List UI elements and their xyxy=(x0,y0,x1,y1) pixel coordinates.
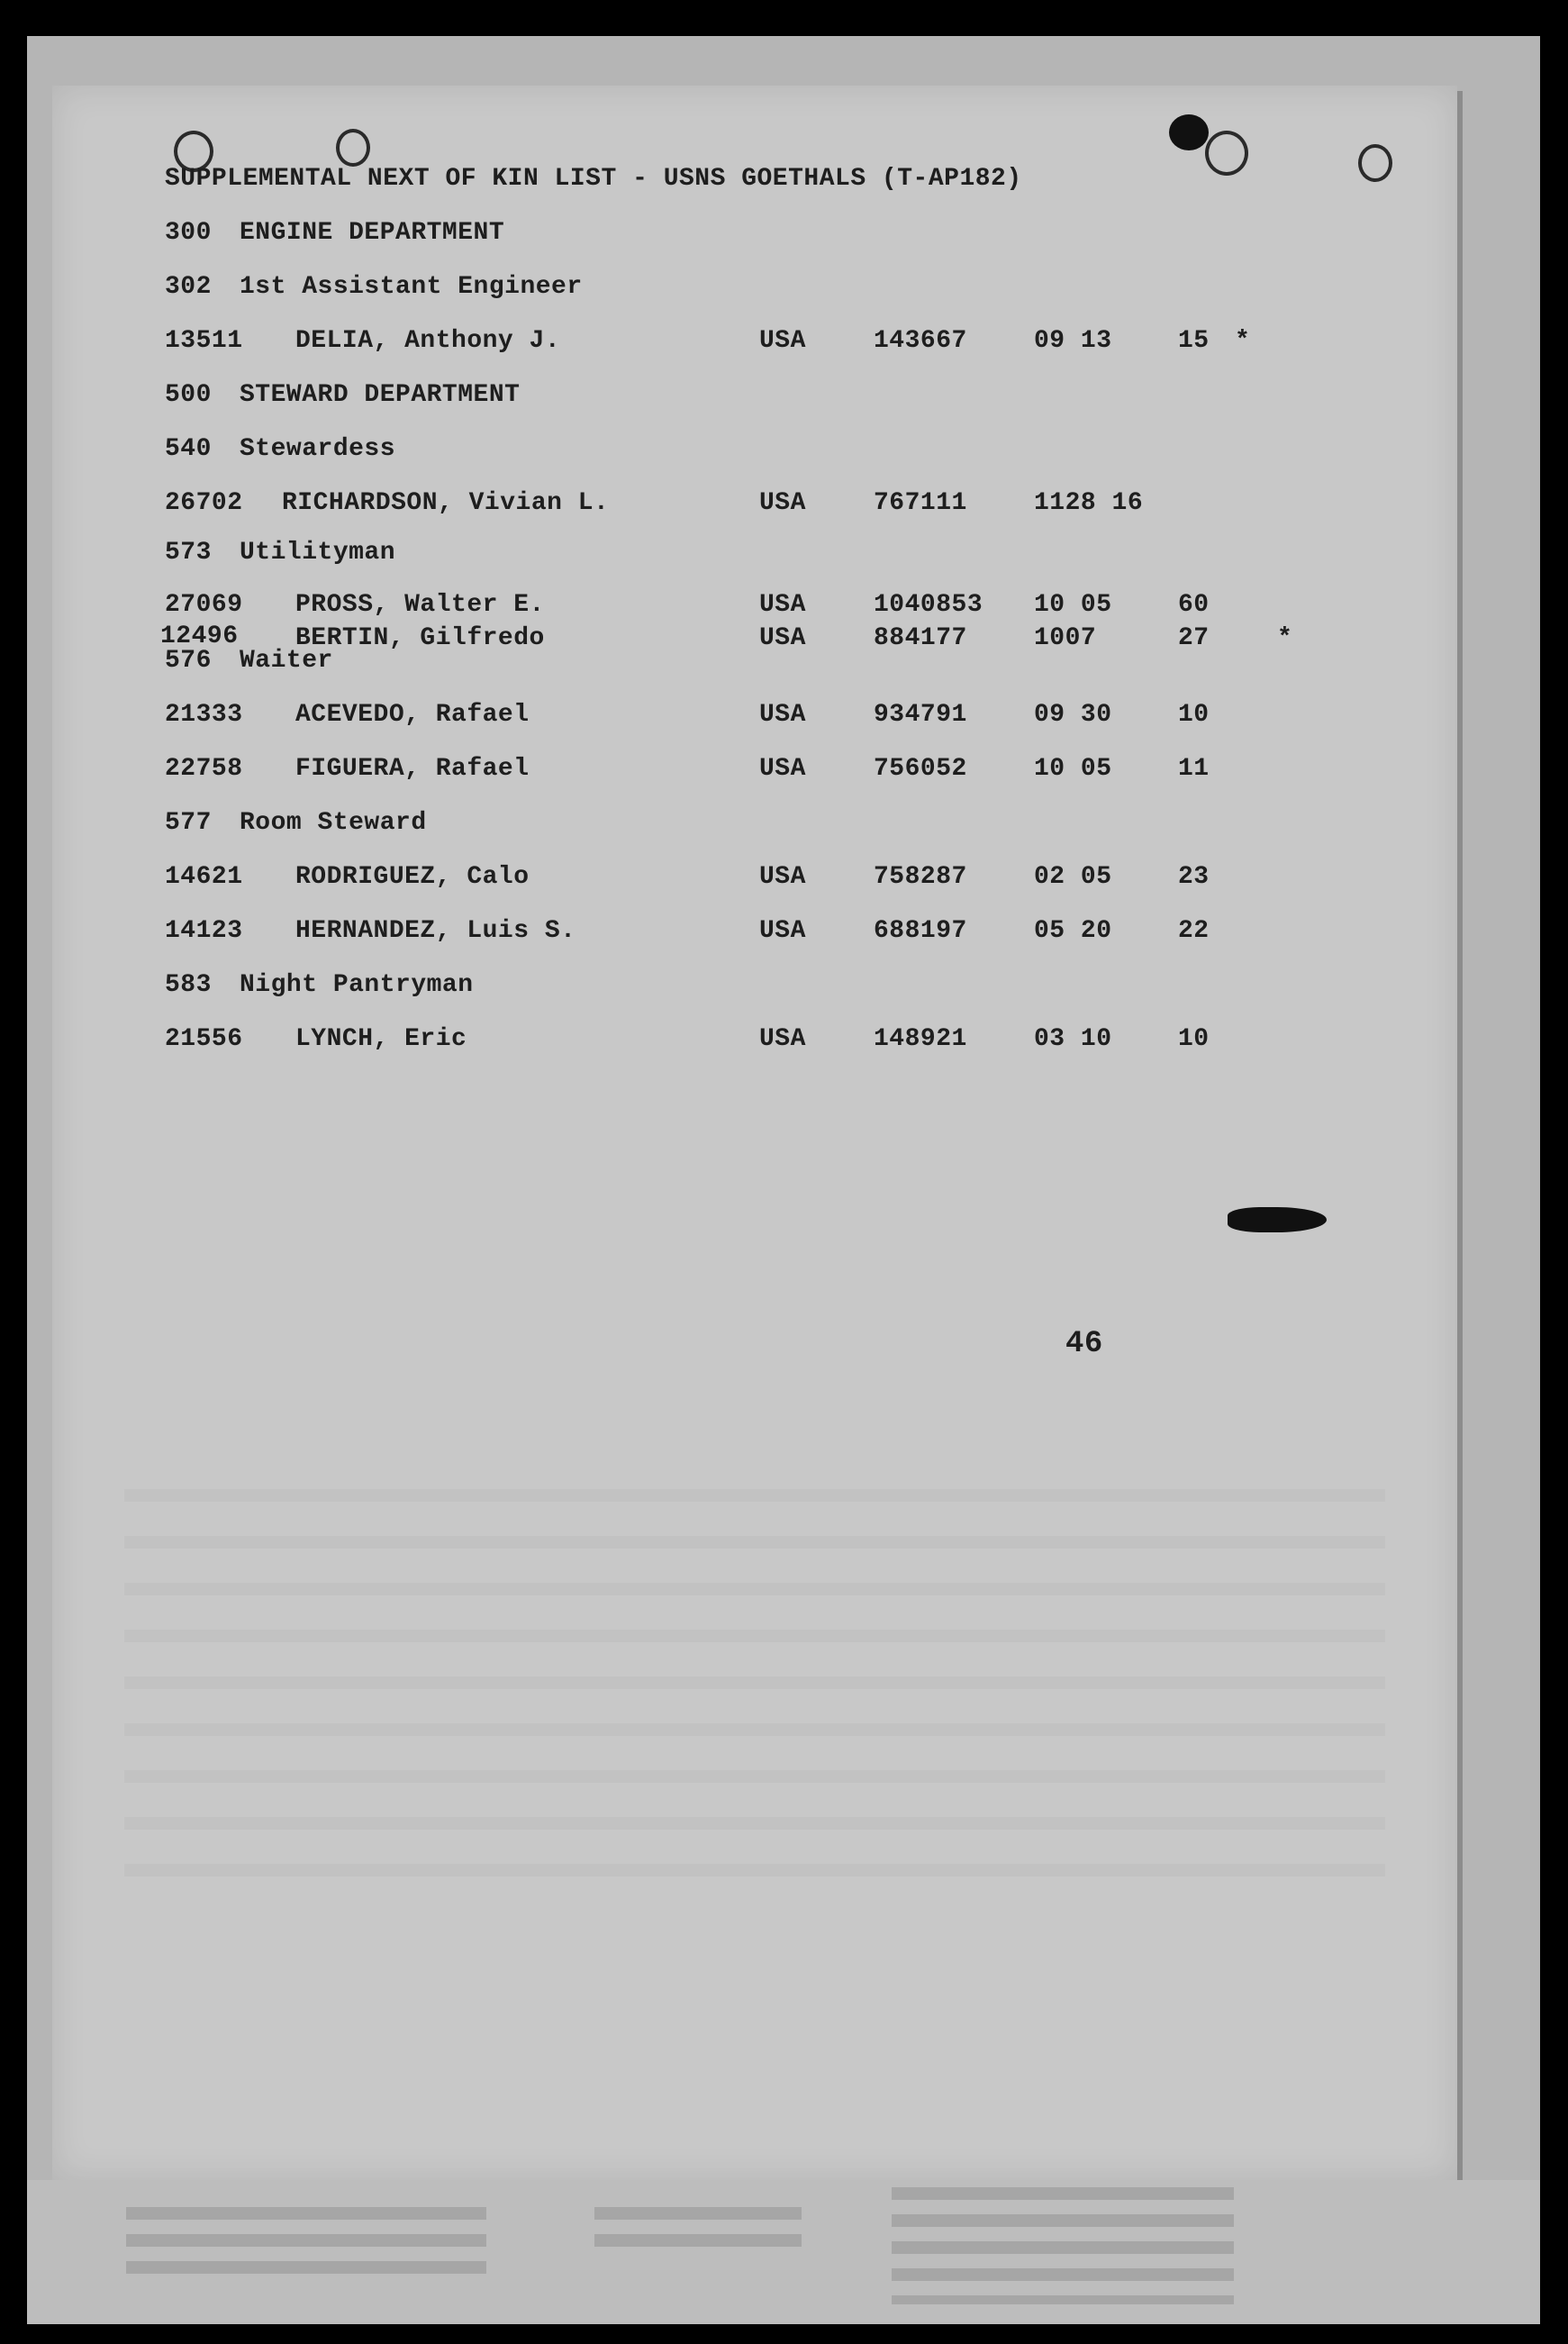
entry-country: USA xyxy=(759,489,806,517)
entry-date: 09 13 xyxy=(1034,327,1112,355)
entry-date: 05 20 xyxy=(1034,917,1112,945)
entry-years: 10 xyxy=(1178,1025,1210,1053)
entry-id: 14621 xyxy=(165,863,243,891)
entry-years: 23 xyxy=(1178,863,1210,891)
section-label: 1st Assistant Engineer xyxy=(240,273,583,301)
entry-name: FIGUERA, Rafael xyxy=(295,755,530,783)
section-label: ENGINE DEPARTMENT xyxy=(240,219,505,247)
entry-country: USA xyxy=(759,327,806,355)
entry-id: 21333 xyxy=(165,701,243,729)
entry-id: 27069 xyxy=(165,591,243,619)
section-code: 500 xyxy=(165,381,212,409)
entry-date: 03 10 xyxy=(1034,1025,1112,1053)
entry-name: BERTIN, Gilfredo xyxy=(295,624,545,652)
entry-date: 10 05 xyxy=(1034,591,1112,619)
section-code: 573 xyxy=(165,539,212,567)
entry-number: 688197 xyxy=(874,917,967,945)
section-code: 540 xyxy=(165,435,212,463)
entry-years: 22 xyxy=(1178,917,1210,945)
section-code: 576 xyxy=(165,647,212,675)
entry-country: USA xyxy=(759,755,806,783)
section-label: Waiter xyxy=(240,647,333,675)
entry-id: 13511 xyxy=(165,327,243,355)
entry-name: LYNCH, Eric xyxy=(295,1025,467,1053)
document-title: SUPPLEMENTAL NEXT OF KIN LIST - USNS GOETHALS (T-AP182) xyxy=(165,165,1022,193)
entry-country: USA xyxy=(759,917,806,945)
entry-id: 14123 xyxy=(165,917,243,945)
page-number: 46 xyxy=(1065,1327,1103,1361)
entry-country: USA xyxy=(759,863,806,891)
entry-id: 26702 xyxy=(165,489,243,517)
section-label: Night Pantryman xyxy=(240,971,474,999)
entry-date: 10 05 xyxy=(1034,755,1112,783)
entry-years: 60 xyxy=(1178,591,1210,619)
section-code: 583 xyxy=(165,971,212,999)
blurred-text-block xyxy=(126,2207,486,2279)
entry-id: 12496 xyxy=(160,622,239,650)
entry-name: RODRIGUEZ, Calo xyxy=(295,863,530,891)
entry-date: 1007 xyxy=(1034,624,1097,652)
section-code: 302 xyxy=(165,273,212,301)
entry-name: RICHARDSON, Vivian L. xyxy=(282,489,610,517)
entry-date: 02 05 xyxy=(1034,863,1112,891)
section-label: Utilityman xyxy=(240,539,396,567)
entry-number: 1040853 xyxy=(874,591,983,619)
entry-name: PROSS, Walter E. xyxy=(295,591,545,619)
ink-blot-icon xyxy=(1169,114,1209,150)
entry-name: HERNANDEZ, Luis S. xyxy=(295,917,576,945)
entry-country: USA xyxy=(759,591,806,619)
next-page-strip xyxy=(27,2180,1540,2324)
entry-mark: * xyxy=(1235,327,1251,355)
entry-country: USA xyxy=(759,624,806,652)
entry-number: 884177 xyxy=(874,624,967,652)
entry-id: 22758 xyxy=(165,755,243,783)
section-label: Stewardess xyxy=(240,435,396,463)
entry-number: 934791 xyxy=(874,701,967,729)
entry-country: USA xyxy=(759,1025,806,1053)
section-code: 577 xyxy=(165,809,212,837)
entry-years: 27 xyxy=(1178,624,1210,652)
section-label: STEWARD DEPARTMENT xyxy=(240,381,521,409)
entry-number: 143667 xyxy=(874,327,967,355)
entry-id: 21556 xyxy=(165,1025,243,1053)
entry-number: 758287 xyxy=(874,863,967,891)
entry-date: 1128 16 xyxy=(1034,489,1144,517)
section-code: 300 xyxy=(165,219,212,247)
document-sheet xyxy=(52,86,1457,2180)
show-through-texture xyxy=(124,1455,1385,1905)
entry-name: DELIA, Anthony J. xyxy=(295,327,561,355)
entry-country: USA xyxy=(759,701,806,729)
entry-years: 11 xyxy=(1178,755,1210,783)
entry-mark: * xyxy=(1277,624,1293,652)
entry-number: 148921 xyxy=(874,1025,967,1053)
punch-hole-icon xyxy=(1358,144,1392,182)
section-label: Room Steward xyxy=(240,809,427,837)
punch-hole-icon xyxy=(336,129,370,167)
blurred-text-block xyxy=(594,2207,802,2252)
blurred-text-block xyxy=(892,2187,1234,2304)
entry-years: 10 xyxy=(1178,701,1210,729)
ink-smudge-icon xyxy=(1228,1207,1327,1232)
punch-hole-icon xyxy=(1205,131,1248,176)
entry-years: 15 xyxy=(1178,327,1210,355)
entry-number: 756052 xyxy=(874,755,967,783)
entry-number: 767111 xyxy=(874,489,967,517)
entry-name: ACEVEDO, Rafael xyxy=(295,701,530,729)
entry-date: 09 30 xyxy=(1034,701,1112,729)
